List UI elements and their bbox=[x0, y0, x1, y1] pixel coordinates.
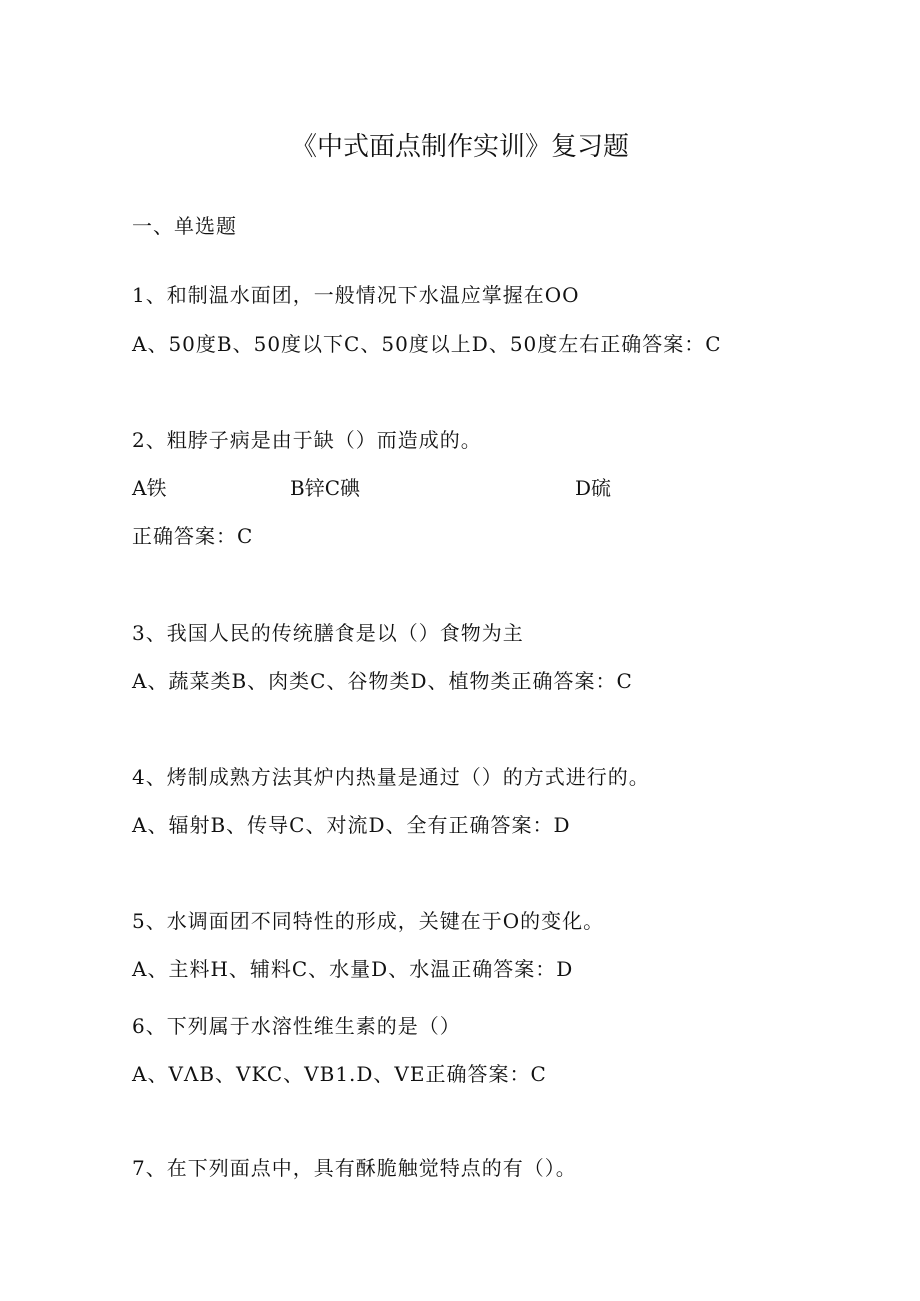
question-2-option-d: D硫 bbox=[575, 476, 612, 500]
question-2: 2、粗脖子病是由于缺（）而造成的。 bbox=[132, 428, 482, 452]
question-5-options-answer: A、主料H、辅料C、水量D、水温正确答案：D bbox=[132, 957, 574, 981]
section-heading: 一、单选题 bbox=[132, 214, 237, 238]
question-2-option-a: A铁 bbox=[132, 476, 167, 500]
question-2-answer: 正确答案：C bbox=[132, 524, 254, 548]
page-title: 《中式面点制作实训》复习题 bbox=[290, 132, 629, 162]
question-4-options-answer: A、辐射B、传导C、对流D、全有正确答案：D bbox=[132, 813, 571, 837]
question-6: 6、下列属于水溶性维生素的是（） bbox=[132, 1014, 461, 1038]
question-5: 5、水调面团不同特性的形成，关键在于O的变化。 bbox=[132, 909, 605, 933]
question-7: 7、在下列面点中，具有酥脆触觉特点的有（）。 bbox=[132, 1156, 577, 1180]
question-4: 4、烤制成熟方法其炉内热量是通过（）的方式进行的。 bbox=[132, 765, 650, 789]
question-3-options-answer: A、蔬菜类B、肉类C、谷物类D、植物类正确答案：C bbox=[132, 669, 633, 693]
question-2-option-bc: B锌C碘 bbox=[290, 476, 360, 500]
question-3: 3、我国人民的传统膳食是以（）食物为主 bbox=[132, 621, 524, 645]
question-1: 1、和制温水面团，一般情况下水温应掌握在OO bbox=[132, 283, 580, 307]
question-6-options-answer: A、VΛB、VKC、VB1.D、VE正确答案：C bbox=[132, 1062, 547, 1086]
question-1-options-answer: A、50度B、50度以下C、50度以上D、50度左右正确答案：C bbox=[132, 332, 722, 356]
